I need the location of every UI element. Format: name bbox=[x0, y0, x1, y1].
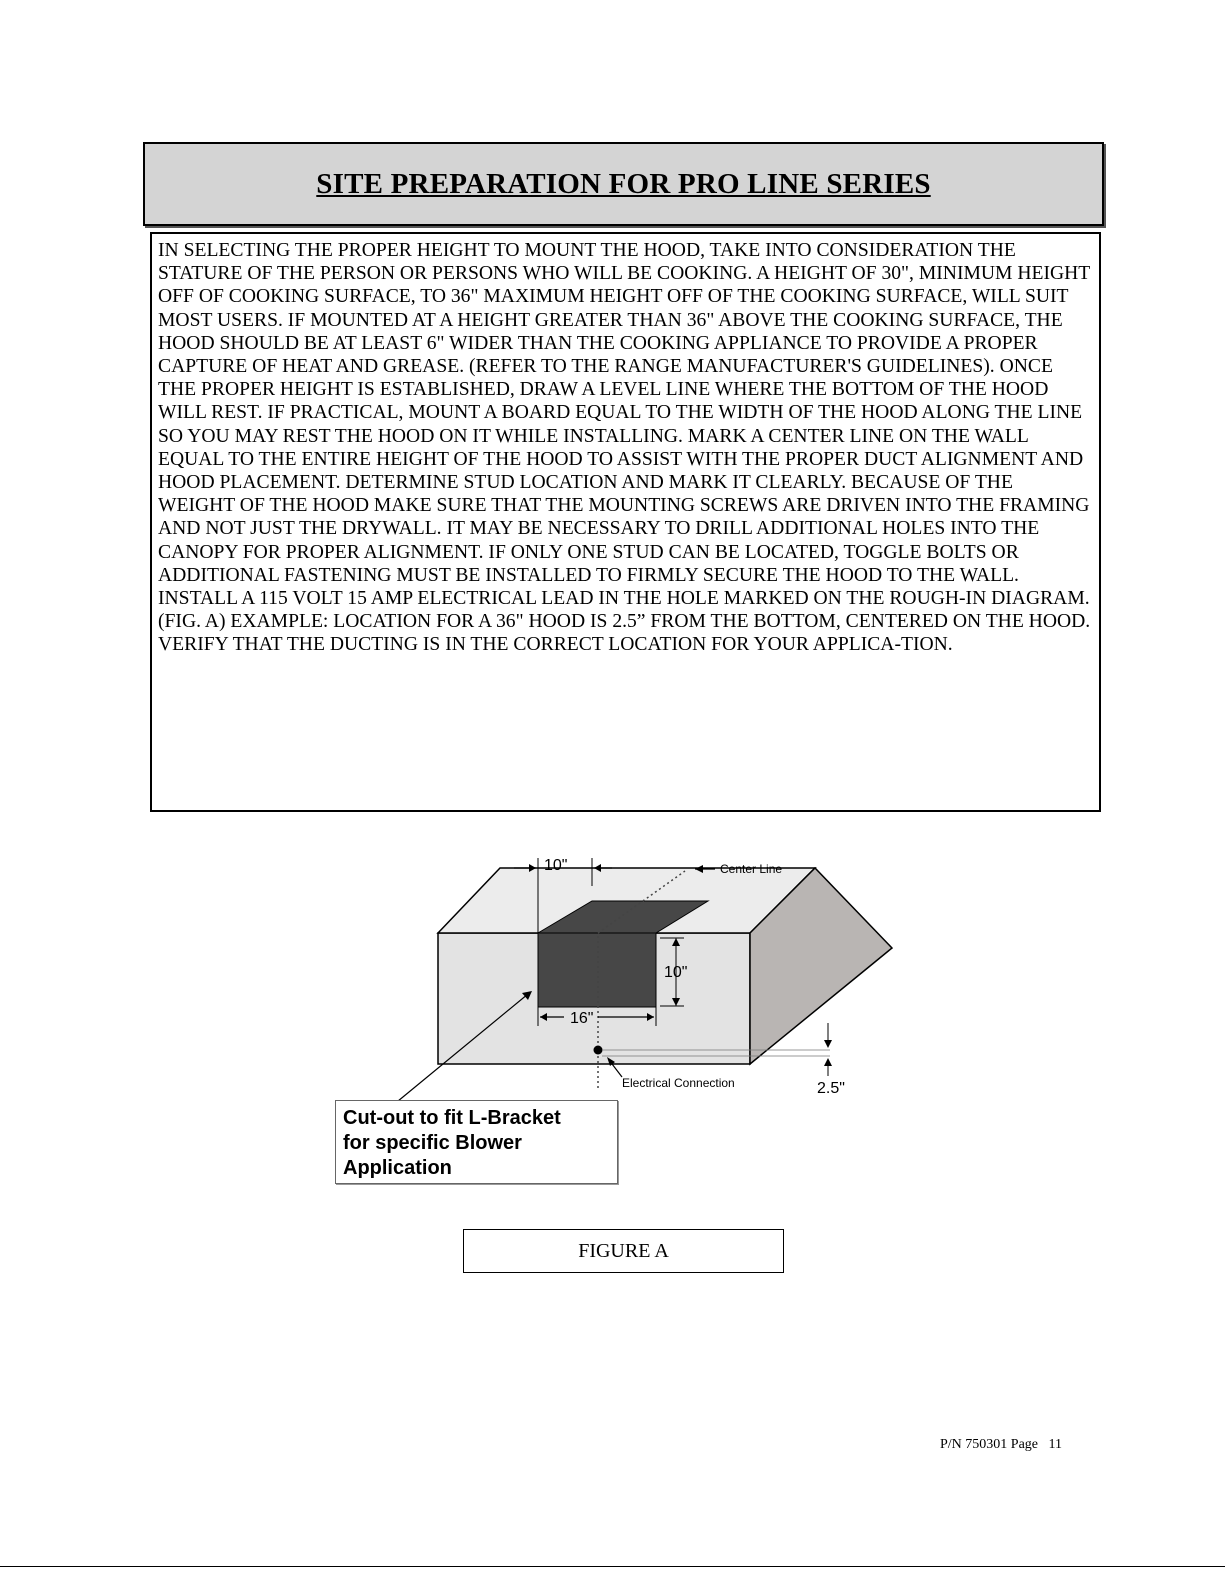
electrical-connection-label: Electrical Connection bbox=[622, 1076, 735, 1090]
instructions-box bbox=[150, 232, 1101, 812]
cutout-callout bbox=[335, 1100, 618, 1184]
callout-line: Application bbox=[343, 1157, 452, 1179]
dim-right-label: 10" bbox=[664, 964, 688, 981]
dim-bottom-label: 16" bbox=[570, 1010, 594, 1027]
dim-top-label: 10" bbox=[544, 857, 568, 874]
cutout-front bbox=[538, 933, 656, 1007]
instructions-text: IN SELECTING THE PROPER HEIGHT TO MOUNT THE HOOD, TAKE INTO CONSIDERATION THE STATURE OF THE PERSON OR PERSONS WHO WILL BE COOKING. A HEIGHT OF 30", MINIMUM HEIGHT OFF OF COOKING SURFACE, TO 36" MAXIMUM HEIGHT OFF OF THE COOKING SURFACE, WILL SUIT MOST USERS. IF MOUNTED AT A HEIGHT GREATER THAN 36" ABOVE THE COOKING SURFACE, THE HOOD SHOULD BE AT LEAST 6" WIDER THAN THE COOKING APPLIANCE TO PROVIDE A PROPER CAPTURE OF HEAT AND GREASE. (REFER TO THE RANGE MANUFACTURER'S GUIDELINES). ONCE THE PROPER HEIGHT IS ESTABLISHED, DRAW A LEVEL LINE WHERE THE BOTTOM OF THE HOOD WILL REST. IF PRACTICAL, MOUNT A BOARD EQUAL TO THE WIDTH OF THE HOOD ALONG THE LINE SO YOU MAY REST THE HOOD ON IT WHILE INSTALLING. MARK A CENTER LINE ON THE WALL EQUAL TO THE ENTIRE HEIGHT OF THE HOOD TO ASSIST WITH THE PROPER DUCT ALIGNMENT AND HOOD PLACEMENT. DETERMINE STUD LOCATION AND MARK IT CLEARLY. BECAUSE OF THE WEIGHT OF THE HOOD MAKE SURE THAT THE MOUNTING SCREWS ARE DRIVEN INTO THE FRAMING AND NOT JUST THE DRYWALL. IT MAY BE NECESSARY TO DRILL ADDITIONAL HOLES INTO THE CANOPY FOR PROPER ALIGNMENT. IF ONLY ONE STUD CAN BE LOCATED, TOGGLE BOLTS OR ADDITIONAL FASTENING MUST BE INSTALLED TO FIRMLY SECURE THE HOOD TO THE WALL. INSTALL A 115 VOLT 15 AMP ELECTRICAL LEAD IN THE HOLE MARKED ON THE ROUGH-IN DIAGRAM. (FIG. A) EXAMPLE: LOCATION FOR A 36" HOOD IS 2.5” FROM THE BOTTOM, CENTERED ON THE HOOD. VERIFY THAT THE DUCTING IS IN THE CORRECT LOCATION FOR YOUR APPLICA-TION. bbox=[158, 240, 1091, 656]
center-line-label: Center Line bbox=[720, 862, 783, 876]
electrical-connection-dot bbox=[594, 1046, 603, 1055]
callout-line: for specific Blower bbox=[343, 1132, 522, 1154]
page-title: SITE PREPARATION FOR PRO LINE SERIES bbox=[316, 167, 931, 200]
callout-line: Cut-out to fit L-Bracket bbox=[343, 1107, 561, 1129]
page-footer: P/N 750301 Page 11 bbox=[940, 1437, 1062, 1452]
bottom-divider bbox=[0, 1566, 1225, 1567]
title-banner bbox=[143, 142, 1104, 226]
dim-offset-label: 2.5" bbox=[817, 1080, 845, 1097]
figure-caption: FIGURE A bbox=[463, 1229, 784, 1273]
